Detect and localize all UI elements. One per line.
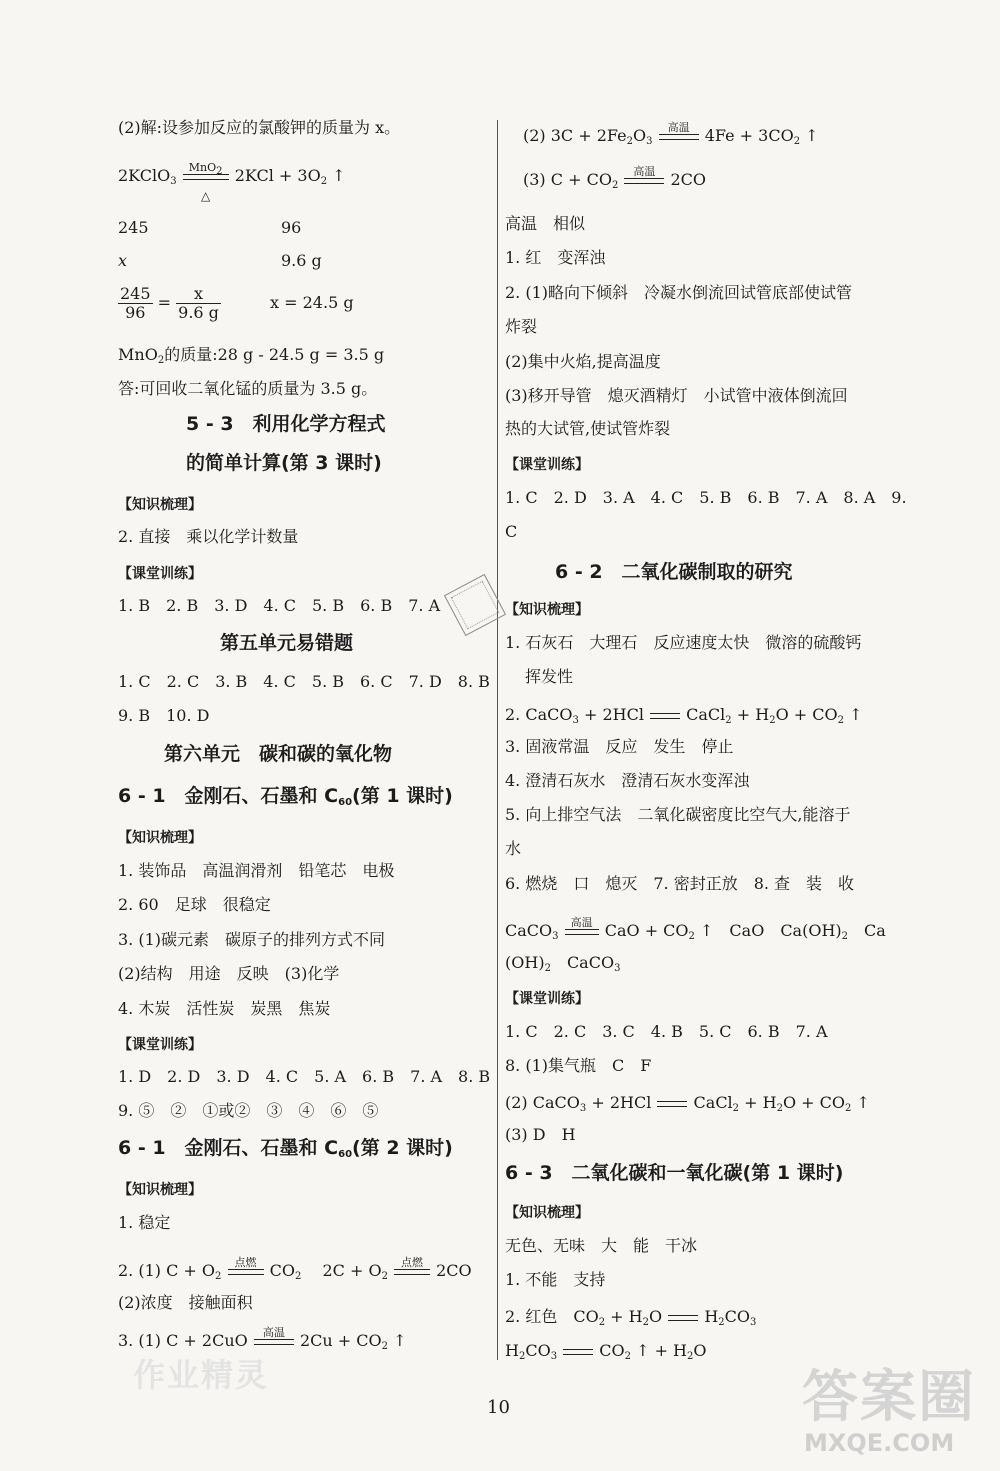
answer-line: 2. (1)略向下倾斜 冷凝水倒流回试管底部使试管 xyxy=(505,283,853,302)
practice-answers: 1. C 2. D 3. A 4. C 5. B 6. B 7. A 8. A 9. xyxy=(505,488,907,507)
equation-caco3-hcl: 2. CaCO$_3$ + 2HCl CaCl$_2$ + $H_2O + CO_2$ ↑ xyxy=(505,705,863,726)
knowledge-line: 2. 直接 乘以化学计数量 xyxy=(118,527,299,546)
unit5-errors-heading: 第五单元易错题 xyxy=(220,632,354,654)
ratio-245: 245 xyxy=(118,218,149,237)
equation-h2co3-decomp: $H_2CO_3$ $CO_2$ ↑ + $H_2O$ xyxy=(505,1341,707,1362)
practice-answers: 1. C 2. C 3. C 4. B 5. C 6. B 7. A xyxy=(505,1022,828,1041)
knowledge-line: 挥发性 xyxy=(525,667,574,686)
unit6-heading: 第六单元 碳和碳的氧化物 xyxy=(164,743,393,765)
section-heading-5-3-sub: 的简单计算(第 3 课时) xyxy=(186,452,382,474)
equation-cuo: 3. (1) C + 2CuO 高温 $2Cu + CO_2$ ↑ xyxy=(118,1326,407,1352)
equation-caco3-hcl-2: (2) CaCO$_3$ + 2HCl CaCl$_2$ + $H_2O + CO_2$ ↑ xyxy=(505,1093,870,1114)
knowledge-line: 1. 石灰石 大理石 反应速度太快 微溶的硫酸钙 xyxy=(505,633,862,652)
answer-line: 1. 红 变浑浊 xyxy=(505,248,606,267)
practice-answers: 1. D 2. D 3. D 4. C 5. A 6. B 7. A 8. B xyxy=(118,1067,491,1086)
watermark-glyphs: 答案圈 xyxy=(802,1365,976,1430)
faded-watermark-text: 作业精灵 xyxy=(133,1356,270,1394)
answer-line: (3)移开导管 熄灭酒精灯 小试管中液体倒流回 xyxy=(505,386,848,405)
section-heading-6-1-lesson2: 6 - 1 金刚石、石墨和 $C_{60}$(第 2 课时) xyxy=(118,1137,453,1160)
watermark-url: MXQE.COM xyxy=(804,1429,955,1457)
knowledge-label: 【知识梳理】 xyxy=(118,1182,202,1198)
practice-answers: 9. ⑤ ② ①或② ③ ④ ⑥ ⑤ xyxy=(118,1101,379,1120)
knowledge-line: 水 xyxy=(505,839,522,858)
watermark-logo xyxy=(792,1353,982,1463)
knowledge-line: 4. 澄清石灰水 澄清石灰水变浑浊 xyxy=(505,771,750,790)
equation-co2: (3) $C + CO_2$ 高温 2CO xyxy=(523,165,707,191)
knowledge-line: 无色、无味 大 能 干冰 xyxy=(505,1236,698,1255)
knowledge-label: 【知识梳理】 xyxy=(118,830,202,846)
equation-caco3-decomp: CaCO$_3$ 高温 CaO + $CO_2$ ↑ CaO $Ca(OH)_2$ Ca xyxy=(505,916,886,942)
practice-answers: 8. (1)集气瓶 C F xyxy=(505,1056,652,1075)
page-number: 10 xyxy=(487,1397,510,1418)
equation-burning: 2. (1) $C + O_2$ 点燃 $CO_2$ $2C + O_2$ 点燃 2CO xyxy=(118,1256,472,1282)
equation-h2co3-form: 2. 红色 $CO_2 + H_2O$ $H_2CO_3$ xyxy=(505,1307,757,1328)
section-heading-5-3: 5 - 3 利用化学方程式 xyxy=(186,413,386,435)
error-answers-1: 1. C 2. C 3. B 4. C 5. B 6. C 7. D 8. B xyxy=(118,672,490,691)
knowledge-line: 3. (1)碳元素 碳原子的排列方式不同 xyxy=(118,930,386,949)
answer-line: 高温 相似 xyxy=(505,214,586,233)
solution-intro: (2)解:设参加反应的氯酸钾的质量为 x。 xyxy=(118,118,401,137)
practice-answers: (3) D H xyxy=(505,1125,576,1144)
answer-line: 热的大试管,使试管炸裂 xyxy=(505,419,671,438)
section-heading-6-2: 6 - 2 二氧化碳制取的研究 xyxy=(555,561,793,583)
mno2-mass: MnO$_2$的质量:28 g - 24.5 g = 3.5 g xyxy=(118,345,385,366)
practice-label: 【课堂训练】 xyxy=(118,1037,202,1053)
ratio-x: x xyxy=(118,251,128,270)
answer-line: 炸裂 xyxy=(505,317,538,336)
knowledge-line: 1. 装饰品 高温润滑剂 铅笔芯 电极 xyxy=(118,861,395,880)
knowledge-line: 6. 燃烧 口 熄灭 7. 密封正放 8. 查 装 收 xyxy=(505,874,855,893)
knowledge-line: (2)结构 用途 反映 (3)化学 xyxy=(118,964,340,983)
knowledge-line: 1. 稳定 xyxy=(118,1213,171,1232)
practice-label: 【课堂训练】 xyxy=(505,457,589,473)
knowledge-label: 【知识梳理】 xyxy=(118,497,202,513)
answer-line: (2)集中火焰,提高温度 xyxy=(505,352,661,371)
equation-fe2o3: (2) $3C + 2Fe_2O_3$ 高温 $4Fe + 3CO_2$ ↑ xyxy=(523,121,819,147)
fraction-equation: $\frac{245}{96}$ = $\frac{x}{9.6 g}$ x = 24.5 g xyxy=(120,284,354,322)
knowledge-line: 3. 固液常温 反应 发生 停止 xyxy=(505,737,734,756)
ratio-9.6g: 9.6 g xyxy=(281,251,322,270)
column-divider xyxy=(497,120,498,1360)
practice-answers: 1. B 2. B 3. D 4. C 5. B 6. B 7. A xyxy=(118,596,441,615)
knowledge-line: (2)浓度 接触面积 xyxy=(118,1293,253,1312)
error-answers-2: 9. B 10. D xyxy=(118,706,210,725)
section-heading-6-3: 6 - 3 二氧化碳和一氧化碳(第 1 课时) xyxy=(505,1162,844,1184)
knowledge-line: 2. 60 足球 很稳定 xyxy=(118,895,271,914)
knowledge-line: 5. 向上排空气法 二氧化碳密度比空气大,能溶于 xyxy=(505,805,851,824)
knowledge-label: 【知识梳理】 xyxy=(505,1205,589,1221)
section-heading-6-1-lesson1: 6 - 1 金刚石、石墨和 $C_{60}$(第 1 课时) xyxy=(118,785,453,808)
knowledge-line: 1. 不能 支持 xyxy=(505,1270,606,1289)
practice-label: 【课堂训练】 xyxy=(118,566,202,582)
equation-kclo3: 2KClO$_3$ MnO$_2$ △ $2KCl + 3O_2$ ↑ xyxy=(118,161,346,203)
knowledge-line: $(OH)_2$ CaCO$_3$ xyxy=(505,953,621,974)
ratio-96: 96 xyxy=(281,218,302,237)
practice-answers: C xyxy=(505,522,518,541)
answer-line: 答:可回收二氧化锰的质量为 3.5 g。 xyxy=(118,379,378,398)
knowledge-line: 4. 木炭 活性炭 炭黑 焦炭 xyxy=(118,999,331,1018)
practice-label: 【课堂训练】 xyxy=(505,991,589,1007)
knowledge-label: 【知识梳理】 xyxy=(505,602,589,618)
